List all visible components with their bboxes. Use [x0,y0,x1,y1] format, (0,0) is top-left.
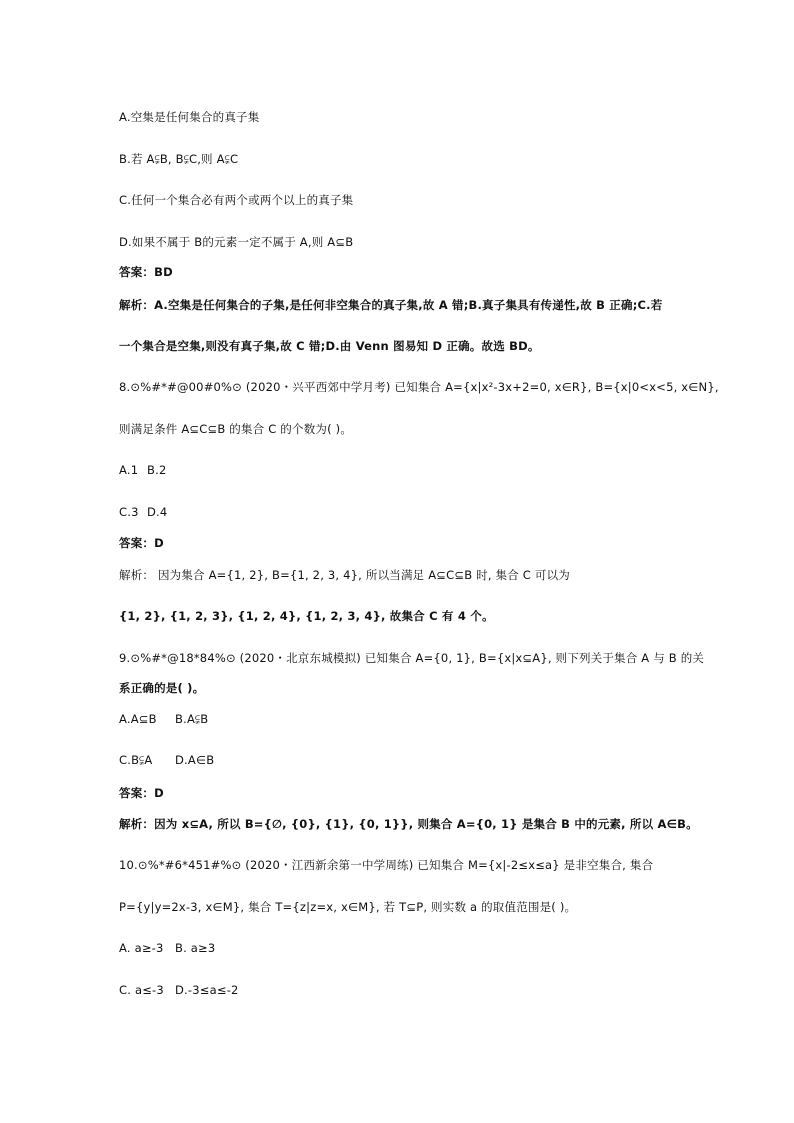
option-b: B.A⫋B [175,712,209,726]
option-b-line: B.若 A⫋B, B⫋C,则 A⫋C [119,152,239,166]
option-b: B.2 [147,463,167,477]
option-c: C. a≤-3 [119,983,164,997]
option-a: A. a≥-3 [119,941,164,955]
option-b: B. a≥3 [175,941,216,955]
analysis-line: 解析：因为 x⊆A, 所以 B={∅, {0}, {1}, {0, 1}}, 则集合 A={0, 1} 是集合 B 中的元素, 所以 A∈B。 [119,817,698,831]
analysis-line: 一个集合是空集,则没有真子集,故 C 错;D.由 Venn 图易知 D 正确。故选 BD。 [119,339,540,353]
option-d: D.A∈B [175,753,215,767]
question-8-options-row [119,504,167,520]
answer-label: 答案：D [119,536,164,550]
option-d: D.4 [147,505,168,519]
question-10-stem-cont: P={y|y=2x-3, x∈M}, 集合 T={z|z=x, x∈M}, 若 T⊆P, 则实数 a 的取值范围是( )。 [119,900,577,914]
question-9-options-row [119,752,214,768]
question-10-options-row [119,982,239,998]
answer-label: 答案：D [119,786,164,800]
option-c: C.3 [119,505,139,519]
analysis-line: {1, 2}, {1, 2, 3}, {1, 2, 4}, {1, 2, 3, 4}, 故集合 C 有 4 个。 [119,609,494,623]
question-10-options-row [119,940,215,956]
option-c-line: C.任何一个集合必有两个或两个以上的真子集 [119,193,354,207]
option-d: D.-3≤a≤-2 [175,983,239,997]
question-9-stem: 9.⊙%#*@18*84%⊙ (2020・北京东城模拟) 已知集合 A={0, 1}, B={x|x⊆A}, 则下列关于集合 A 与 B 的关 [119,651,705,665]
option-a: A.A⊆B [119,712,157,726]
option-d-line: D.如果不属于 B的元素一定不属于 A,则 A⊆B [119,235,354,249]
question-9-stem-cont: 系正确的是( )。 [119,681,205,695]
analysis-line: 解析： 因为集合 A={1, 2}, B={1, 2, 3, 4}, 所以当满足 A⊆C⊆B 时, 集合 C 可以为 [119,568,570,582]
question-8-stem: 8.⊙%#*#@00#0%⊙ (2020・兴平西郊中学月考) 已知集合 A={x|x²-3x+2=0, x∈R}, B={x|0<x<5, x∈N}, [119,380,719,394]
question-9-options-row [119,711,208,727]
question-8-options-row [119,462,166,478]
option-a-line: A.空集是任何集合的真子集 [119,110,260,124]
option-c: C.B⫋A [119,753,153,767]
question-8-stem-cont: 则满足条件 A⊆C⊆B 的集合 C 的个数为( )。 [119,422,353,436]
option-a: A.1 [119,463,139,477]
analysis-line: 解析：A.空集是任何集合的子集,是任何非空集合的真子集,故 A 错;B.真子集具有传递性,故 B 正确;C.若 [119,298,663,312]
answer-label: 答案：BD [119,265,173,279]
question-10-stem: 10.⊙%*#6*451#%⊙ (2020・江西新余第一中学周练) 已知集合 M={x|-2≤x≤a} 是非空集合, 集合 [119,858,654,872]
